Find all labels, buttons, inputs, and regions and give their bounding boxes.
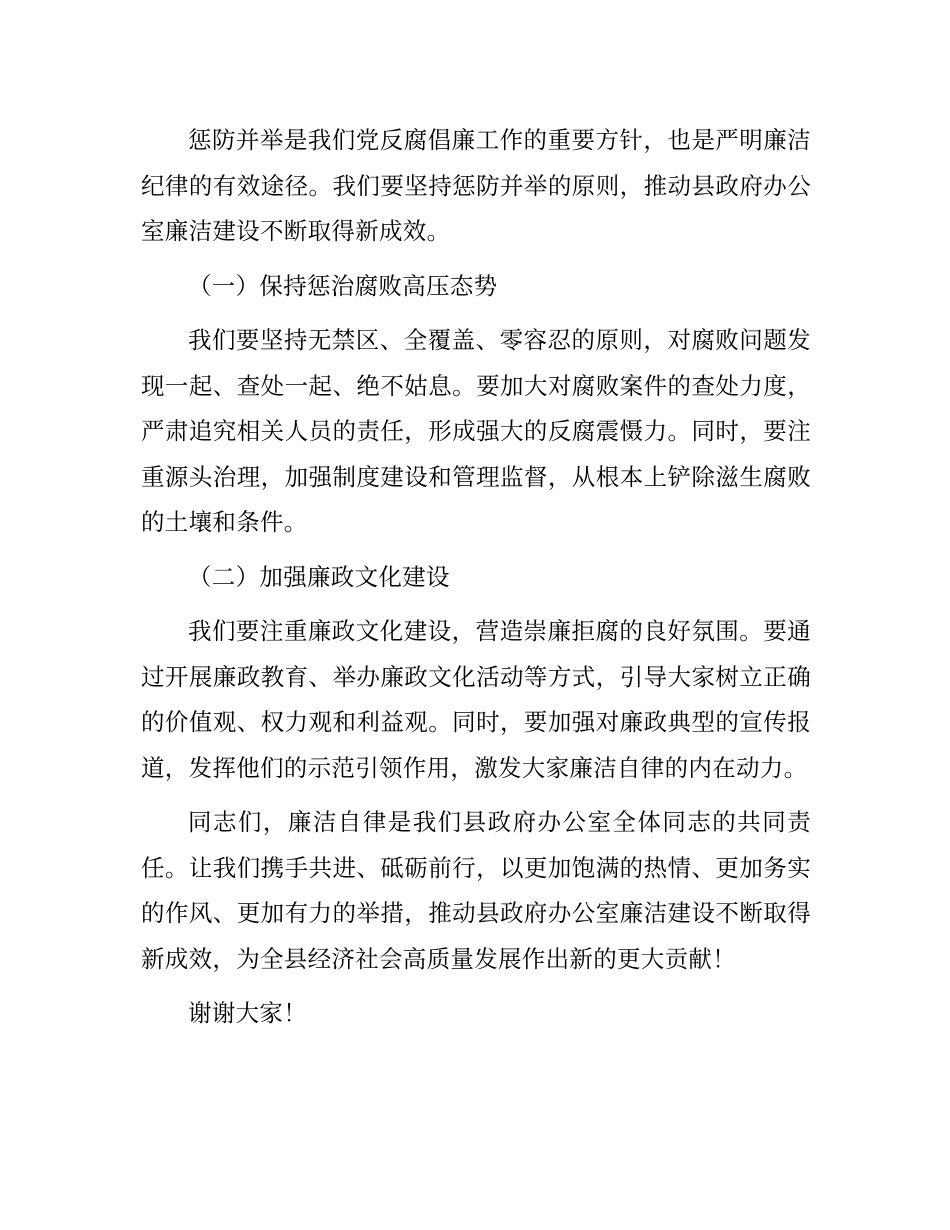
paragraph-integrity-culture: 我们要注重廉政文化建设，营造崇廉拒腐的良好氛围。要通过开展廉政教育、举办廉政文化活动等方式，引导大家树立正确的价值观、权力观和利益观。同时，要加强对廉政典型的宣传报道，发挥他们的示范引领作用，激发大家廉洁自律的内在动力。 (141, 617, 811, 782)
paragraph-anti-corruption: 我们要坚持无禁区、全覆盖、零容忍的原则，对腐败问题发现一起、查处一起、绝不姑息。要加大对腐败案件的查处力度，严肃追究相关人员的责任，形成强大的反腐震慑力。同时，要注重源头治理，加强制度建设和管理监督，从根本上铲除滋生腐败的土壤和条件。 (141, 326, 811, 536)
paragraph-closing-call: 同志们，廉洁自律是我们县政府办公室全体同志的共同责任。让我们携手共进、砥砺前行，以更加饱满的热情、更加务实的作风、更加有力的举措，推动县政府办公室廉洁建设不断取得新成效，为全县经济社会高质量发展作出新的更大贡献！ (141, 808, 811, 973)
paragraph-punishment-prevention: 惩防并举是我们党反腐倡廉工作的重要方针，也是严明廉洁纪律的有效途径。我们要坚持惩防并举的原则，推动县政府办公室廉洁建设不断取得新成效。 (141, 126, 811, 245)
section-heading-1: （一）保持惩治腐败高压态势 (188, 271, 498, 300)
section-heading-2: （二）加强廉政文化建设 (188, 562, 450, 591)
paragraph-thanks: 谢谢大家！ (188, 999, 307, 1027)
document-page (141, 118, 811, 1046)
